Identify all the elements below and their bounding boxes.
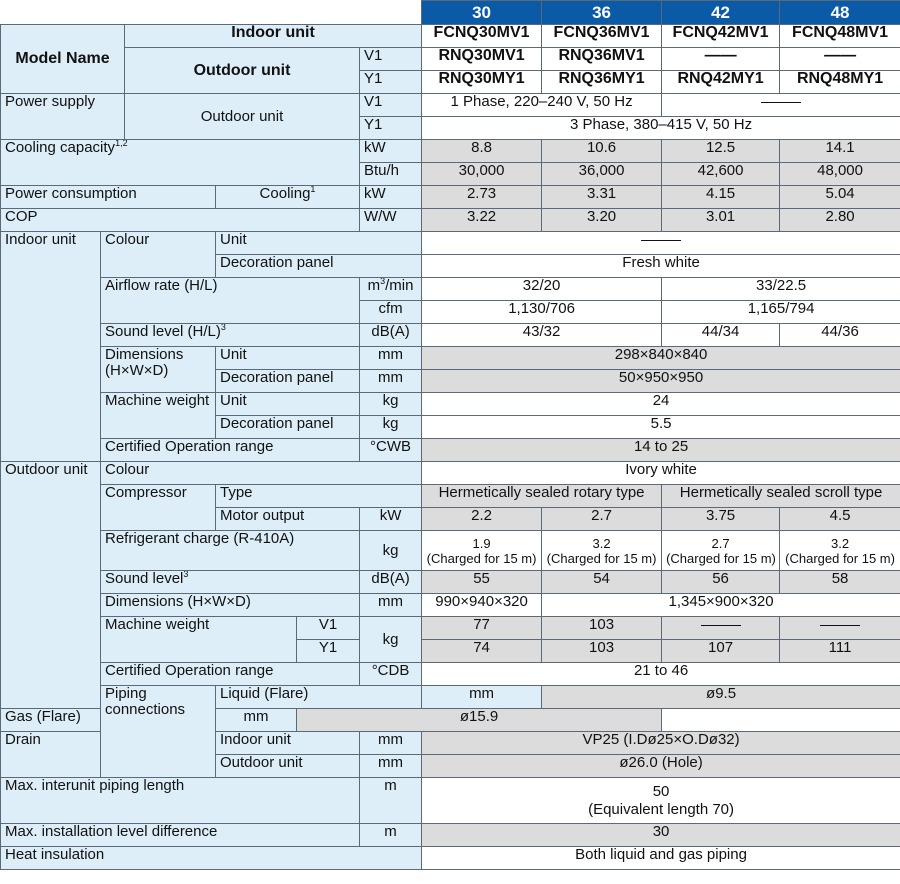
outdoor-weight-y1-label: Y1 xyxy=(297,640,360,663)
outdoor-colour-label: Colour xyxy=(101,462,422,485)
capacity-kw-42: 12.5 xyxy=(662,140,780,163)
outdoor-unit-label: Outdoor unit xyxy=(125,48,360,94)
outdoor-weight-y1-36: 103 xyxy=(542,640,662,663)
airflow-unit-m3: $m^3/\min$ xyxy=(360,278,422,301)
power-consumption-48: 5.04 xyxy=(780,186,900,209)
level-difference-label: Max. installation level difference xyxy=(1,824,360,847)
motor-output-label: Motor output xyxy=(216,508,360,531)
liquid-unit: mm xyxy=(422,686,542,709)
drain-outdoor-label: Outdoor unit xyxy=(216,755,360,778)
colour-unit-value xyxy=(422,232,900,255)
colour-panel-label: Decoration panel xyxy=(216,255,422,278)
colour-panel-value: Fresh white xyxy=(422,255,900,278)
power-supply-outdoor-label: Outdoor unit xyxy=(125,94,360,140)
indoor-unit-label: Indoor unit xyxy=(125,25,422,48)
indoor-dim-unit-mm: mm xyxy=(360,347,422,370)
indoor-sound-48: 44/36 xyxy=(780,324,900,347)
power-v1-value: 1 Phase, 220–240 V, 50 Hz xyxy=(422,94,662,117)
indoor-dim-unit-label: Unit xyxy=(216,347,360,370)
model-header-30: 30 xyxy=(422,1,542,25)
outdoor-weight-v1-42 xyxy=(662,617,780,640)
drain-indoor-label: Indoor unit xyxy=(216,732,360,755)
indoor-weight-unit-label: Unit xyxy=(216,393,360,416)
power-consumption-42: 4.15 xyxy=(662,186,780,209)
indoor-model-30: FCNQ30MV1 xyxy=(422,25,542,48)
drain-outdoor-value: ø26.0 (Hole) xyxy=(422,755,900,778)
piping-length-unit: m xyxy=(360,778,422,824)
motor-output-42: 3.75 xyxy=(662,508,780,531)
outdoor-dimensions-unit: mm xyxy=(360,594,422,617)
kw-unit: kW xyxy=(360,140,422,163)
piping-length-label: Max. interunit piping length xyxy=(1,778,360,824)
airflow-m3-30-36: 32/20 xyxy=(422,278,662,301)
outdoor-unit-section-label: Outdoor unit xyxy=(1,462,101,709)
level-difference-value: 30 xyxy=(422,824,900,847)
outdoor-weight-y1-48: 111 xyxy=(780,640,900,663)
refrigerant-36: 3.2 (Charged for 15 m) xyxy=(542,531,662,571)
model-name-label: Model Name xyxy=(15,50,110,67)
drain-outdoor-unit: mm xyxy=(360,755,422,778)
power-v1-label: V1 xyxy=(360,94,422,117)
refrigerant-label: Refrigerant charge (R-410A) xyxy=(101,531,360,571)
indoor-weight-label: Machine weight xyxy=(101,393,216,439)
cop-42: 3.01 xyxy=(662,209,780,232)
indoor-operation-value: 14 to 25 xyxy=(422,439,900,462)
power-consumption-30: 2.73 xyxy=(422,186,542,209)
compressor-type-rotary: Hermetically sealed rotary type xyxy=(422,485,662,508)
outdoor-v1-42: —— xyxy=(662,48,780,71)
capacity-btu-48: 48,000 xyxy=(780,163,900,186)
indoor-model-48: FCNQ48MV1 xyxy=(780,25,900,48)
indoor-operation-label: Certified Operation range xyxy=(101,439,360,462)
heat-insulation-label: Heat insulation xyxy=(1,847,422,870)
motor-output-48: 4.5 xyxy=(780,508,900,531)
capacity-kw-30: 8.8 xyxy=(422,140,542,163)
outdoor-operation-label: Certified Operation range xyxy=(101,663,360,686)
power-supply-label: Power supply xyxy=(1,94,125,140)
indoor-weight-panel-value: 5.5 xyxy=(422,416,900,439)
refrigerant-42: 2.7 (Charged for 15 m) xyxy=(662,531,780,571)
btu-unit: Btu/h xyxy=(360,163,422,186)
outdoor-dimensions-label: Dimensions (H×W×D) xyxy=(101,594,360,617)
indoor-unit-section-label: Indoor unit xyxy=(1,232,101,462)
cop-36: 3.20 xyxy=(542,209,662,232)
outdoor-dimensions-36-48: 1,345×900×320 xyxy=(542,594,900,617)
indoor-weight-unit-kg: kg xyxy=(360,393,422,416)
drain-label: Drain xyxy=(1,732,101,778)
power-consumption-cooling: Cooling$^1$ xyxy=(216,186,360,209)
indoor-model-36: FCNQ36MV1 xyxy=(542,25,662,48)
indoor-weight-panel-kg: kg xyxy=(360,416,422,439)
outdoor-weight-y1-42: 107 xyxy=(662,640,780,663)
liquid-label: Liquid (Flare) xyxy=(216,686,422,709)
capacity-kw-48: 14.1 xyxy=(780,140,900,163)
cop-unit: W/W xyxy=(360,209,422,232)
outdoor-y1-30: RNQ30MY1 xyxy=(422,71,542,94)
level-difference-unit: m xyxy=(360,824,422,847)
model-header-42: 42 xyxy=(662,1,780,25)
y1-label: Y1 xyxy=(360,71,422,94)
outdoor-weight-label: Machine weight xyxy=(101,617,297,663)
indoor-model-42: FCNQ42MV1 xyxy=(662,25,780,48)
indoor-operation-unit: °CWB xyxy=(360,439,422,462)
heat-insulation-value: Both liquid and gas piping xyxy=(422,847,900,870)
outdoor-y1-36: RNQ36MY1 xyxy=(542,71,662,94)
motor-output-36: 2.7 xyxy=(542,508,662,531)
motor-output-unit: kW xyxy=(360,508,422,531)
cop-48: 2.80 xyxy=(780,209,900,232)
piping-length-value: 50 (Equivalent length 70) xyxy=(422,778,900,824)
outdoor-weight-v1-label: V1 xyxy=(297,617,360,640)
airflow-unit-cfm: cfm xyxy=(360,301,422,324)
power-y1-label: Y1 xyxy=(360,117,422,140)
outdoor-v1-30: RNQ30MV1 xyxy=(422,48,542,71)
outdoor-operation-unit: °CDB xyxy=(360,663,422,686)
outdoor-weight-v1-30: 77 xyxy=(422,617,542,640)
colour-label: Colour xyxy=(101,232,216,278)
indoor-weight-panel-label: Decoration panel xyxy=(216,416,360,439)
outdoor-y1-48: RNQ48MY1 xyxy=(780,71,900,94)
power-y1-value: 3 Phase, 380–415 V, 50 Hz xyxy=(422,117,900,140)
airflow-m3-42-48: 33/22.5 xyxy=(662,278,900,301)
outdoor-v1-36: RNQ36MV1 xyxy=(542,48,662,71)
compressor-type-scroll: Hermetically sealed scroll type xyxy=(662,485,900,508)
outdoor-weight-v1-36: 103 xyxy=(542,617,662,640)
liquid-value: ø9.5 xyxy=(542,686,900,709)
gas-label: Gas (Flare) xyxy=(1,709,216,732)
gas-unit: mm xyxy=(216,709,297,732)
refrigerant-30: 1.9 (Charged for 15 m) xyxy=(422,531,542,571)
model-header-48: 48 xyxy=(780,1,900,25)
power-v1-na xyxy=(662,94,900,117)
outdoor-sound-label: Sound level$^3$ xyxy=(101,571,360,594)
outdoor-sound-42: 56 xyxy=(662,571,780,594)
power-consumption-unit: kW xyxy=(360,186,422,209)
indoor-sound-42: 44/34 xyxy=(662,324,780,347)
capacity-kw-36: 10.6 xyxy=(542,140,662,163)
indoor-dimensions-label: Dimensions (H×W×D) xyxy=(101,347,216,393)
indoor-sound-30-36: 43/32 xyxy=(422,324,662,347)
outdoor-operation-value: 21 to 46 xyxy=(422,663,900,686)
cooling-capacity-label: Cooling capacity$^{1,2}$ xyxy=(1,140,360,186)
indoor-sound-label: Sound level $(H/L)^3$ xyxy=(101,324,360,347)
outdoor-sound-30: 55 xyxy=(422,571,542,594)
outdoor-sound-unit: dB(A) xyxy=(360,571,422,594)
outdoor-sound-48: 58 xyxy=(780,571,900,594)
outdoor-y1-42: RNQ42MY1 xyxy=(662,71,780,94)
capacity-btu-36: 36,000 xyxy=(542,163,662,186)
refrigerant-unit: kg xyxy=(360,531,422,571)
cop-label: COP xyxy=(1,209,360,232)
drain-indoor-unit: mm xyxy=(360,732,422,755)
compressor-type-label: Type xyxy=(216,485,422,508)
outdoor-weight-y1-30: 74 xyxy=(422,640,542,663)
indoor-dim-panel-value: 50×950×950 xyxy=(422,370,900,393)
colour-unit-label: Unit xyxy=(216,232,422,255)
airflow-cfm-42-48: 1,165/794 xyxy=(662,301,900,324)
power-consumption-label: Power consumption xyxy=(1,186,216,209)
outdoor-dimensions-30: 990×940×320 xyxy=(422,594,542,617)
power-consumption-36: 3.31 xyxy=(542,186,662,209)
cop-30: 3.22 xyxy=(422,209,542,232)
outdoor-weight-unit: kg xyxy=(360,617,422,663)
compressor-label: Compressor xyxy=(101,485,216,531)
airflow-label: Airflow rate (H/L) xyxy=(101,278,360,324)
drain-indoor-value: VP25 (I.Dø25×O.Dø32) xyxy=(422,732,900,755)
motor-output-30: 2.2 xyxy=(422,508,542,531)
outdoor-v1-48: —— xyxy=(780,48,900,71)
indoor-weight-unit-value: 24 xyxy=(422,393,900,416)
capacity-btu-42: 42,600 xyxy=(662,163,780,186)
refrigerant-48: 3.2 (Charged for 15 m) xyxy=(780,531,900,571)
model-header-36: 36 xyxy=(542,1,662,25)
indoor-sound-unit: dB(A) xyxy=(360,324,422,347)
outdoor-sound-36: 54 xyxy=(542,571,662,594)
airflow-cfm-30-36: 1,130/706 xyxy=(422,301,662,324)
capacity-btu-30: 30,000 xyxy=(422,163,542,186)
piping-label: Piping connections xyxy=(101,686,216,778)
gas-value: ø15.9 xyxy=(297,709,662,732)
outdoor-colour-value: Ivory white xyxy=(422,462,900,485)
v1-label: V1 xyxy=(360,48,422,71)
indoor-dim-unit-value: 298×840×840 xyxy=(422,347,900,370)
indoor-dim-panel-mm: mm xyxy=(360,370,422,393)
outdoor-weight-v1-48 xyxy=(780,617,900,640)
indoor-dim-panel-label: Decoration panel xyxy=(216,370,360,393)
